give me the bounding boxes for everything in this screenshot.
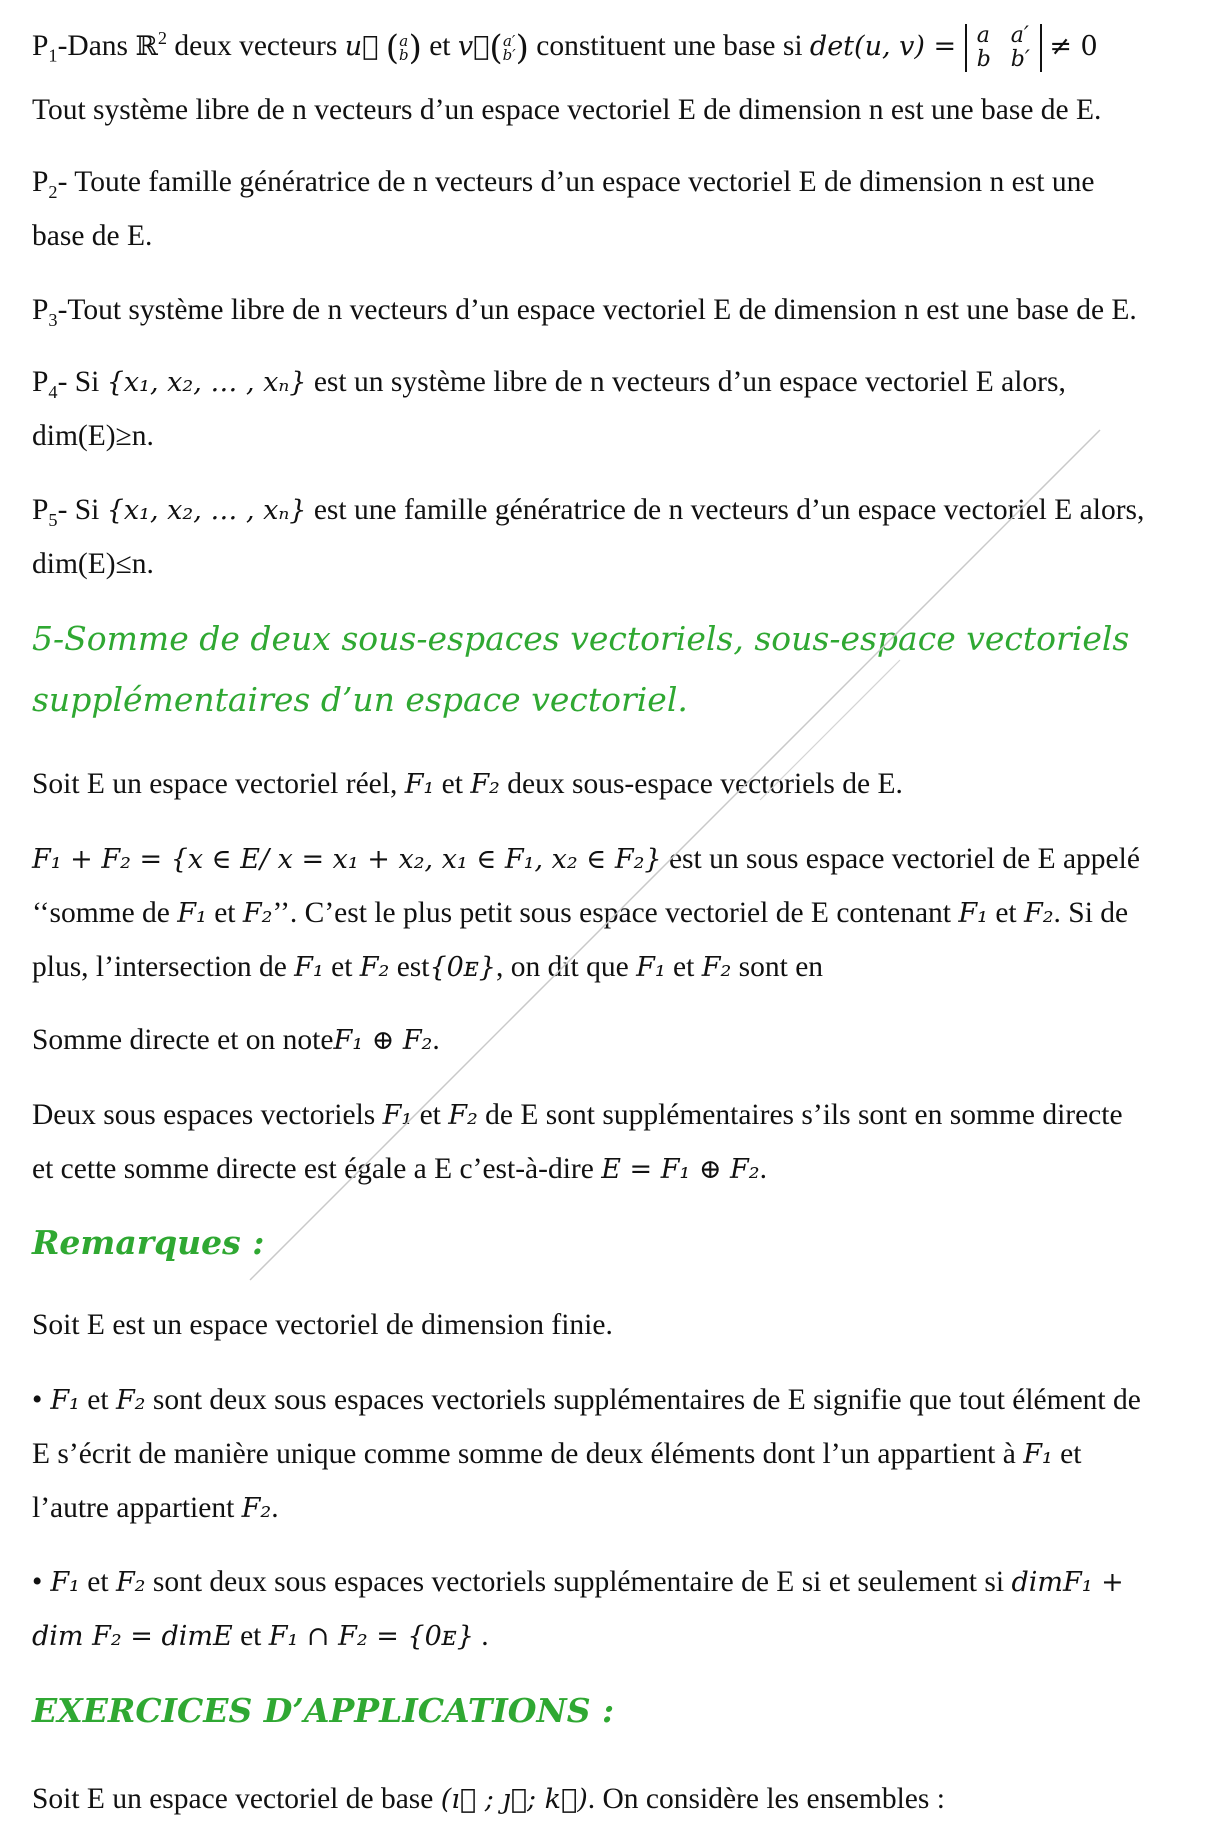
tout-systeme-line: Tout système libre de n vecteurs d’un espace vectoriel E de dimension n est une base de E. bbox=[32, 94, 1102, 126]
base-line: Soit E un espace vectoriel de base (ı⃗ ; ȷ⃗; k⃗). On considère les ensembles : bbox=[32, 1783, 945, 1815]
bullet-icon: • bbox=[32, 1566, 43, 1598]
sum-definition-line3: plus, l’intersection de F₁ et F₂ est{0ᴇ}, on dit que F₁ et F₂ sont en bbox=[32, 951, 824, 983]
bullet2-line1: • F₁ et F₂ sont deux sous espaces vectoriels supplémentaire de E si et seulement si dimF₁ + bbox=[32, 1566, 1124, 1598]
bullet-icon: • bbox=[32, 1384, 43, 1416]
bullet1-line3: l’autre appartient F₂. bbox=[32, 1492, 279, 1524]
p5-line1: $P_5-$ Si {x₁, x₂, … , xₙ} est une famille génératrice de n vecteurs d’un espace vectoriel E alors, bbox=[32, 494, 1145, 530]
p3-line: $P_3$-Tout système libre de n vecteurs d’un espace vectoriel E de dimension n est une base de E. bbox=[32, 294, 1137, 330]
u-components: a b bbox=[398, 32, 409, 64]
somme-directe-line: Somme directe et on noteF₁ ⊕ F₂. bbox=[32, 1024, 440, 1056]
bullet1-line1: • F₁ et F₂ sont deux sous espaces vectoriels supplémentaires de E signifie que tout élément de bbox=[32, 1384, 1141, 1416]
dimension-finie-line: Soit E est un espace vectoriel de dimension finie. bbox=[32, 1309, 613, 1341]
bullet2-line2: dim F₂ = dimE et F₁ ∩ F₂ = {0ᴇ} . bbox=[32, 1620, 489, 1652]
p4-line2: dim(E)≥n. bbox=[32, 420, 154, 452]
p2-line1: $P_2-$ Toute famille génératrice de n vecteurs d’un espace vectoriel E de dimension n est une bbox=[32, 166, 1095, 202]
section5-heading-line1: 5-Somme de deux sous-espaces vectoriels, sous-espace vectoriels bbox=[32, 619, 1130, 658]
p4-line1: $P_4-$ Si {x₁, x₂, … , xₙ} est un système libre de n vecteurs d’un espace vectoriel E alors, bbox=[32, 366, 1066, 402]
sum-definition-line1: F₁ + F₂ = {x ∈ E/ x = x₁ + x₂, x₁ ∈ F₁, x₂ ∈ F₂} est un sous espace vectoriel de E appelé bbox=[32, 843, 1140, 875]
soit-reel-line: Soit E un espace vectoriel réel, F₁ et F₂ deux sous-espace vectoriels de E. bbox=[32, 768, 903, 800]
section5-heading-line2: supplémentaires d’un espace vectoriel. bbox=[32, 680, 688, 719]
exercices-heading: EXERCICES D’APPLICATIONS : bbox=[32, 1691, 615, 1730]
determinant-matrix: a a′ b b′ bbox=[965, 24, 1042, 72]
remarques-heading: Remarques : bbox=[32, 1223, 265, 1262]
supplementaires-line2: et cette somme directe est égale a E c’est-à-dire E = F₁ ⊕ F₂. bbox=[32, 1153, 767, 1185]
p2-line2: base de E. bbox=[32, 220, 153, 252]
p5-line2: dim(E)≤n. bbox=[32, 548, 154, 580]
bullet1-line2: E s’écrit de manière unique comme somme de deux éléments dont l’un appartient à F₁ et bbox=[32, 1438, 1082, 1470]
v-components: a′ b′ bbox=[502, 32, 516, 64]
sum-definition-line2: ‘‘somme de F₁ et F₂’’. C’est le plus petit sous espace vectoriel de E contenant F₁ et F₂. Si de bbox=[32, 897, 1129, 929]
supplementaires-line1: Deux sous espaces vectoriels F₁ et F₂ de E sont supplémentaires s’ils sont en somme directe bbox=[32, 1099, 1123, 1131]
p1-line: $P_1$-Dans ℝ$^2$ deux vecteurs u⃗ (a b) et v⃗(a′ b′) constituent une base si det(u, v) = a a′ b b′ ≠ 0 bbox=[32, 23, 1098, 72]
